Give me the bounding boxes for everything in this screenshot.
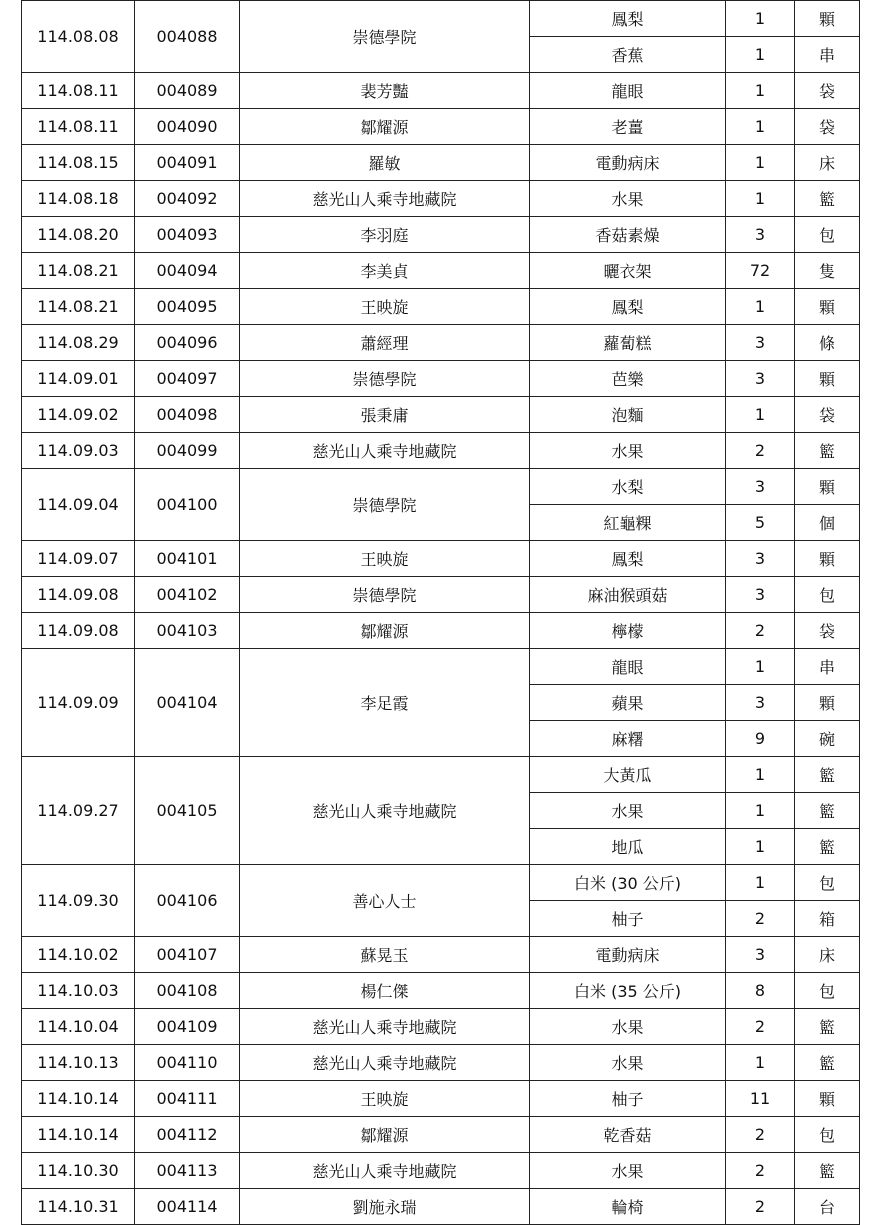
unit-cell: 顆 — [795, 361, 860, 397]
unit-cell: 顆 — [795, 541, 860, 577]
receipt-number-cell: 004104 — [135, 649, 240, 757]
quantity-cell: 1 — [726, 1045, 795, 1081]
donor-cell: 楊仁傑 — [240, 973, 530, 1009]
quantity-cell: 2 — [726, 433, 795, 469]
item-cell: 蘿蔔糕 — [530, 325, 726, 361]
table-row — [22, 109, 860, 145]
receipt-number-cell: 004108 — [135, 973, 240, 1009]
table-row — [22, 469, 860, 505]
receipt-number-cell: 004111 — [135, 1081, 240, 1117]
unit-cell: 隻 — [795, 253, 860, 289]
item-cell: 白米 (35 公斤) — [530, 973, 726, 1009]
donor-cell: 慈光山人乘寺地藏院 — [240, 1009, 530, 1045]
receipt-number-cell: 004110 — [135, 1045, 240, 1081]
date-cell: 114.09.30 — [22, 865, 135, 937]
receipt-number-cell: 004097 — [135, 361, 240, 397]
date-cell: 114.08.21 — [22, 253, 135, 289]
table-row — [22, 289, 860, 325]
table-row — [22, 1153, 860, 1189]
receipt-number-cell: 004093 — [135, 217, 240, 253]
donor-cell: 慈光山人乘寺地藏院 — [240, 1153, 530, 1189]
quantity-cell: 1 — [726, 109, 795, 145]
unit-cell: 籃 — [795, 1009, 860, 1045]
date-cell: 114.08.29 — [22, 325, 135, 361]
date-cell: 114.09.01 — [22, 361, 135, 397]
date-cell: 114.08.18 — [22, 181, 135, 217]
unit-cell: 顆 — [795, 1, 860, 37]
date-cell: 114.09.04 — [22, 469, 135, 541]
quantity-cell: 1 — [726, 181, 795, 217]
item-cell: 水果 — [530, 1153, 726, 1189]
receipt-number-cell: 004091 — [135, 145, 240, 181]
unit-cell: 籃 — [795, 1045, 860, 1081]
unit-cell: 袋 — [795, 109, 860, 145]
table-row — [22, 325, 860, 361]
donor-cell: 蕭經理 — [240, 325, 530, 361]
unit-cell: 個 — [795, 505, 860, 541]
item-cell: 紅龜粿 — [530, 505, 726, 541]
quantity-cell: 8 — [726, 973, 795, 1009]
table-row — [22, 649, 860, 685]
table-body — [22, 1, 860, 1225]
donor-cell: 崇德學院 — [240, 469, 530, 541]
item-cell: 水果 — [530, 793, 726, 829]
table-row — [22, 937, 860, 973]
unit-cell: 條 — [795, 325, 860, 361]
item-cell: 麻糬 — [530, 721, 726, 757]
receipt-number-cell: 004099 — [135, 433, 240, 469]
table-row — [22, 433, 860, 469]
table-row — [22, 253, 860, 289]
donor-cell: 劉施永瑞 — [240, 1189, 530, 1225]
item-cell: 芭樂 — [530, 361, 726, 397]
item-cell: 大黃瓜 — [530, 757, 726, 793]
quantity-cell: 1 — [726, 37, 795, 73]
item-cell: 龍眼 — [530, 649, 726, 685]
item-cell: 鳳梨 — [530, 289, 726, 325]
date-cell: 114.08.08 — [22, 1, 135, 73]
date-cell: 114.09.27 — [22, 757, 135, 865]
table-row — [22, 361, 860, 397]
receipt-number-cell: 004094 — [135, 253, 240, 289]
table-row — [22, 397, 860, 433]
quantity-cell: 9 — [726, 721, 795, 757]
quantity-cell: 2 — [726, 1153, 795, 1189]
donor-cell: 李足霞 — [240, 649, 530, 757]
receipt-number-cell: 004096 — [135, 325, 240, 361]
unit-cell: 袋 — [795, 397, 860, 433]
donor-cell: 善心人士 — [240, 865, 530, 937]
date-cell: 114.08.11 — [22, 109, 135, 145]
unit-cell: 箱 — [795, 901, 860, 937]
item-cell: 鳳梨 — [530, 1, 726, 37]
item-cell: 麻油猴頭菇 — [530, 577, 726, 613]
donor-cell: 慈光山人乘寺地藏院 — [240, 757, 530, 865]
quantity-cell: 3 — [726, 469, 795, 505]
date-cell: 114.08.20 — [22, 217, 135, 253]
quantity-cell: 3 — [726, 937, 795, 973]
date-cell: 114.10.31 — [22, 1189, 135, 1225]
table-row — [22, 1189, 860, 1225]
receipt-number-cell: 004109 — [135, 1009, 240, 1045]
receipt-number-cell: 004114 — [135, 1189, 240, 1225]
receipt-number-cell: 004102 — [135, 577, 240, 613]
item-cell: 老薑 — [530, 109, 726, 145]
receipt-number-cell: 004113 — [135, 1153, 240, 1189]
donor-cell: 鄒耀源 — [240, 1117, 530, 1153]
item-cell: 蘋果 — [530, 685, 726, 721]
item-cell: 水果 — [530, 1009, 726, 1045]
unit-cell: 床 — [795, 937, 860, 973]
date-cell: 114.10.14 — [22, 1081, 135, 1117]
unit-cell: 籃 — [795, 757, 860, 793]
unit-cell: 包 — [795, 217, 860, 253]
donation-records-table — [21, 0, 860, 1225]
date-cell: 114.09.08 — [22, 577, 135, 613]
quantity-cell: 1 — [726, 397, 795, 433]
quantity-cell: 2 — [726, 613, 795, 649]
date-cell: 114.08.15 — [22, 145, 135, 181]
quantity-cell: 3 — [726, 325, 795, 361]
unit-cell: 籃 — [795, 1153, 860, 1189]
table-row — [22, 73, 860, 109]
donor-cell: 崇德學院 — [240, 1, 530, 73]
table-row — [22, 1117, 860, 1153]
donor-cell: 慈光山人乘寺地藏院 — [240, 1045, 530, 1081]
date-cell: 114.09.09 — [22, 649, 135, 757]
donor-cell: 李羽庭 — [240, 217, 530, 253]
item-cell: 檸檬 — [530, 613, 726, 649]
receipt-number-cell: 004089 — [135, 73, 240, 109]
donor-cell: 李美貞 — [240, 253, 530, 289]
table-row — [22, 613, 860, 649]
unit-cell: 包 — [795, 973, 860, 1009]
unit-cell: 串 — [795, 37, 860, 73]
unit-cell: 籃 — [795, 793, 860, 829]
unit-cell: 袋 — [795, 613, 860, 649]
item-cell: 電動病床 — [530, 145, 726, 181]
item-cell: 柚子 — [530, 1081, 726, 1117]
item-cell: 柚子 — [530, 901, 726, 937]
quantity-cell: 1 — [726, 829, 795, 865]
table-row — [22, 1, 860, 37]
date-cell: 114.09.02 — [22, 397, 135, 433]
item-cell: 鳳梨 — [530, 541, 726, 577]
receipt-number-cell: 004100 — [135, 469, 240, 541]
item-cell: 輪椅 — [530, 1189, 726, 1225]
quantity-cell: 1 — [726, 73, 795, 109]
table-row — [22, 181, 860, 217]
date-cell: 114.10.03 — [22, 973, 135, 1009]
quantity-cell: 3 — [726, 217, 795, 253]
unit-cell: 碗 — [795, 721, 860, 757]
date-cell: 114.09.03 — [22, 433, 135, 469]
receipt-number-cell: 004098 — [135, 397, 240, 433]
item-cell: 水果 — [530, 433, 726, 469]
date-cell: 114.10.30 — [22, 1153, 135, 1189]
quantity-cell: 3 — [726, 541, 795, 577]
table-row — [22, 1081, 860, 1117]
quantity-cell: 2 — [726, 1117, 795, 1153]
receipt-number-cell: 004101 — [135, 541, 240, 577]
date-cell: 114.10.13 — [22, 1045, 135, 1081]
donor-cell: 鄒耀源 — [240, 613, 530, 649]
item-cell: 水梨 — [530, 469, 726, 505]
table-row — [22, 145, 860, 181]
quantity-cell: 2 — [726, 901, 795, 937]
donor-cell: 張秉庸 — [240, 397, 530, 433]
receipt-number-cell: 004112 — [135, 1117, 240, 1153]
table-row — [22, 577, 860, 613]
quantity-cell: 1 — [726, 145, 795, 181]
item-cell: 地瓜 — [530, 829, 726, 865]
table-row — [22, 1009, 860, 1045]
unit-cell: 顆 — [795, 1081, 860, 1117]
unit-cell: 顆 — [795, 289, 860, 325]
unit-cell: 袋 — [795, 73, 860, 109]
date-cell: 114.09.07 — [22, 541, 135, 577]
donor-cell: 王映旋 — [240, 541, 530, 577]
date-cell: 114.10.14 — [22, 1117, 135, 1153]
receipt-number-cell: 004088 — [135, 1, 240, 73]
donor-cell: 崇德學院 — [240, 577, 530, 613]
date-cell: 114.09.08 — [22, 613, 135, 649]
quantity-cell: 3 — [726, 577, 795, 613]
donor-cell: 羅敏 — [240, 145, 530, 181]
item-cell: 水果 — [530, 1045, 726, 1081]
item-cell: 乾香菇 — [530, 1117, 726, 1153]
unit-cell: 顆 — [795, 469, 860, 505]
receipt-number-cell: 004107 — [135, 937, 240, 973]
date-cell: 114.10.04 — [22, 1009, 135, 1045]
donor-cell: 慈光山人乘寺地藏院 — [240, 433, 530, 469]
quantity-cell: 1 — [726, 289, 795, 325]
date-cell: 114.08.21 — [22, 289, 135, 325]
unit-cell: 包 — [795, 1117, 860, 1153]
unit-cell: 床 — [795, 145, 860, 181]
item-cell: 龍眼 — [530, 73, 726, 109]
table-row — [22, 757, 860, 793]
item-cell: 曬衣架 — [530, 253, 726, 289]
table-row — [22, 217, 860, 253]
quantity-cell: 2 — [726, 1009, 795, 1045]
table-row — [22, 1045, 860, 1081]
quantity-cell: 3 — [726, 361, 795, 397]
unit-cell: 籃 — [795, 181, 860, 217]
item-cell: 泡麵 — [530, 397, 726, 433]
donor-cell: 蘇晃玉 — [240, 937, 530, 973]
unit-cell: 籃 — [795, 829, 860, 865]
date-cell: 114.08.11 — [22, 73, 135, 109]
item-cell: 香菇素燥 — [530, 217, 726, 253]
unit-cell: 籃 — [795, 433, 860, 469]
receipt-number-cell: 004105 — [135, 757, 240, 865]
donor-cell: 鄒耀源 — [240, 109, 530, 145]
quantity-cell: 3 — [726, 685, 795, 721]
quantity-cell: 1 — [726, 1, 795, 37]
date-cell: 114.10.02 — [22, 937, 135, 973]
item-cell: 電動病床 — [530, 937, 726, 973]
table-row — [22, 973, 860, 1009]
item-cell: 香蕉 — [530, 37, 726, 73]
item-cell: 水果 — [530, 181, 726, 217]
receipt-number-cell: 004103 — [135, 613, 240, 649]
donor-cell: 王映旋 — [240, 289, 530, 325]
quantity-cell: 1 — [726, 757, 795, 793]
unit-cell: 顆 — [795, 685, 860, 721]
receipt-number-cell: 004092 — [135, 181, 240, 217]
table-row — [22, 865, 860, 901]
item-cell: 白米 (30 公斤) — [530, 865, 726, 901]
quantity-cell: 2 — [726, 1189, 795, 1225]
quantity-cell: 1 — [726, 793, 795, 829]
quantity-cell: 1 — [726, 649, 795, 685]
quantity-cell: 5 — [726, 505, 795, 541]
receipt-number-cell: 004095 — [135, 289, 240, 325]
receipt-number-cell: 004106 — [135, 865, 240, 937]
quantity-cell: 72 — [726, 253, 795, 289]
receipt-number-cell: 004090 — [135, 109, 240, 145]
quantity-cell: 11 — [726, 1081, 795, 1117]
quantity-cell: 1 — [726, 865, 795, 901]
donor-cell: 裴芳豔 — [240, 73, 530, 109]
unit-cell: 包 — [795, 577, 860, 613]
donor-cell: 慈光山人乘寺地藏院 — [240, 181, 530, 217]
unit-cell: 包 — [795, 865, 860, 901]
table-row — [22, 541, 860, 577]
unit-cell: 台 — [795, 1189, 860, 1225]
donor-cell: 王映旋 — [240, 1081, 530, 1117]
donor-cell: 崇德學院 — [240, 361, 530, 397]
unit-cell: 串 — [795, 649, 860, 685]
